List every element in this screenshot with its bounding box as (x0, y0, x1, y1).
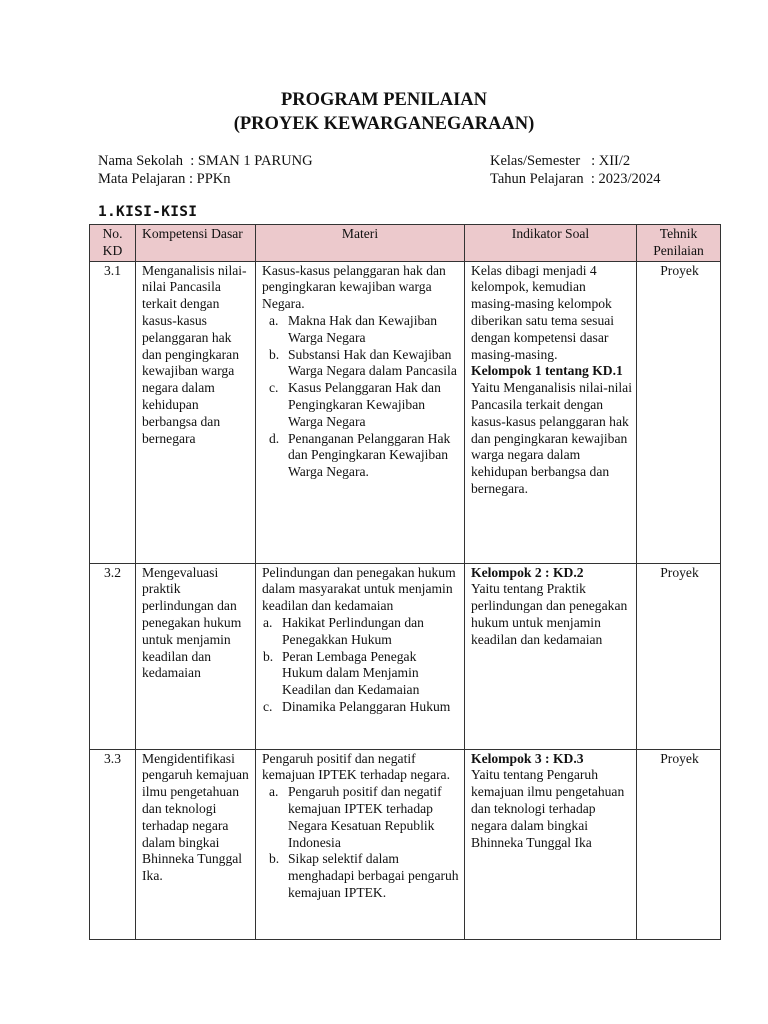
materi-list (262, 784, 460, 902)
list-item: Kasus Pelanggaran Hak dan Pengingkaran Kewajiban Warga Negara (288, 380, 441, 429)
cell-indikator-soal (465, 749, 637, 939)
cell-kompetensi-dasar: Menganalisis nilai-nilai Pancasila terkait dengan kasus-kasus pelanggaran hak dan pengingkaran kewajiban warga negara dalam kehidupan berbangsa dan bernegara (136, 261, 256, 563)
list-item: Penanganan Pelanggaran Hak dan Pengingkaran Kewajiban Warga Negara. (288, 430, 451, 480)
indikator-heading: Kelompok 3 : KD.3 (471, 750, 584, 766)
list-item: Makna Hak dan Kewajiban Warga Negara (288, 312, 438, 345)
indikator-body: Yaitu tentang Praktik perlindungan dan penegakan hukum untuk menjamin keadilan dan kedamaian (471, 581, 628, 647)
list-item: Pengaruh positif dan negatif kemajuan IPTEK terhadap Negara Kesatuan Republik Indonesia (288, 784, 442, 850)
cell-no-kd: 3.3 (90, 749, 136, 939)
header-no-kd: No. KD (90, 225, 136, 262)
cell-teknik-penilaian: Proyek (637, 749, 721, 939)
cell-kompetensi-dasar: Mengidentifikasi pengaruh kemajuan ilmu pengetahuan dan teknologi terhadap negara dalam bingkai Bhinneka Tunggal Ika. (136, 749, 256, 939)
materi-intro: Pelindungan dan penegakan hukum dalam masyarakat untuk menjamin keadilan dan kedamaian (262, 564, 456, 614)
list-item: Substansi Hak dan Kewajiban Warga Negara dalam Pancasila (288, 346, 457, 379)
materi-list (262, 615, 460, 716)
section-heading-kisi-kisi: 1.KISI-KISI (98, 204, 198, 220)
header-teknik-penilaian: Tehnik Penilaian (637, 225, 721, 262)
indikator-heading: Kelompok 1 tentang KD.1 (471, 363, 623, 379)
table-row (90, 563, 721, 749)
list-item: Dinamika Pelanggaran Hukum (282, 698, 451, 714)
cell-materi (256, 563, 465, 749)
header-materi: Materi (256, 225, 465, 262)
indikator-heading: Kelompok 2 : KD.2 (471, 564, 584, 580)
indikator-body: Yaitu Menganalisis nilai-nilai Pancasila terkait dengan kasus-kasus pelanggaran hak dan pengingkaran kewajiban warga negara dalam kehidupan berbangsa dan bernegara. (471, 380, 632, 496)
materi-list (262, 313, 460, 481)
kisi-kisi-table (89, 224, 721, 940)
table-row (90, 261, 721, 563)
materi-intro: Pengaruh positif dan negatif kemajuan IPTEK terhadap negara. (262, 750, 450, 783)
materi-intro: Kasus-kasus pelanggaran hak dan pengingkaran kewajiban warga Negara. (262, 262, 446, 312)
tahun-pelajaran: Tahun Pelajaran : 2023/2024 (490, 171, 661, 187)
document-title: PROGRAM PENILAIAN (280, 90, 488, 110)
cell-indikator-soal (465, 261, 637, 563)
header-kompetensi-dasar: Kompetensi Dasar (136, 225, 256, 262)
list-item: Peran Lembaga Penegak Hukum dalam Menjamin Keadilan dan Kedamaian (282, 648, 420, 698)
mata-pelajaran: Mata Pelajaran : PPKn (98, 171, 231, 187)
cell-indikator-soal (465, 563, 637, 749)
kelas-semester: Kelas/Semester : XII/2 (490, 153, 631, 169)
cell-kompetensi-dasar: Mengevaluasi praktik perlindungan dan penegakan hukum untuk menjamin keadilan dan kedamaian (136, 563, 256, 749)
indikator-intro: Kelas dibagi menjadi 4 kelompok, kemudian masing-masing kelompok diberikan satu tema sesuai dengan kompetensi dasar masing-masing. (471, 262, 615, 362)
list-item: Sikap selektif dalam menghadapi berbagai pengaruh kemajuan IPTEK. (288, 851, 459, 900)
cell-no-kd: 3.2 (90, 563, 136, 749)
cell-materi (256, 749, 465, 939)
indikator-body: Yaitu tentang Pengaruh kemajuan ilmu pengetahuan dan teknologi terhadap negara dalam bingkai Bhinneka Tunggal Ika (471, 767, 625, 850)
document-subtitle: (PROYEK KEWARGANEGARAAN) (233, 114, 535, 134)
table-row (90, 749, 721, 939)
cell-teknik-penilaian: Proyek (637, 563, 721, 749)
nama-sekolah: Nama Sekolah : SMAN 1 PARUNG (98, 153, 313, 169)
header-indikator-soal: Indikator Soal (465, 225, 637, 262)
cell-no-kd: 3.1 (90, 261, 136, 563)
cell-teknik-penilaian: Proyek (637, 261, 721, 563)
cell-materi (256, 261, 465, 563)
table-header-row (90, 225, 721, 262)
list-item: Hakikat Perlindungan dan Penegakkan Hukum (282, 614, 424, 647)
